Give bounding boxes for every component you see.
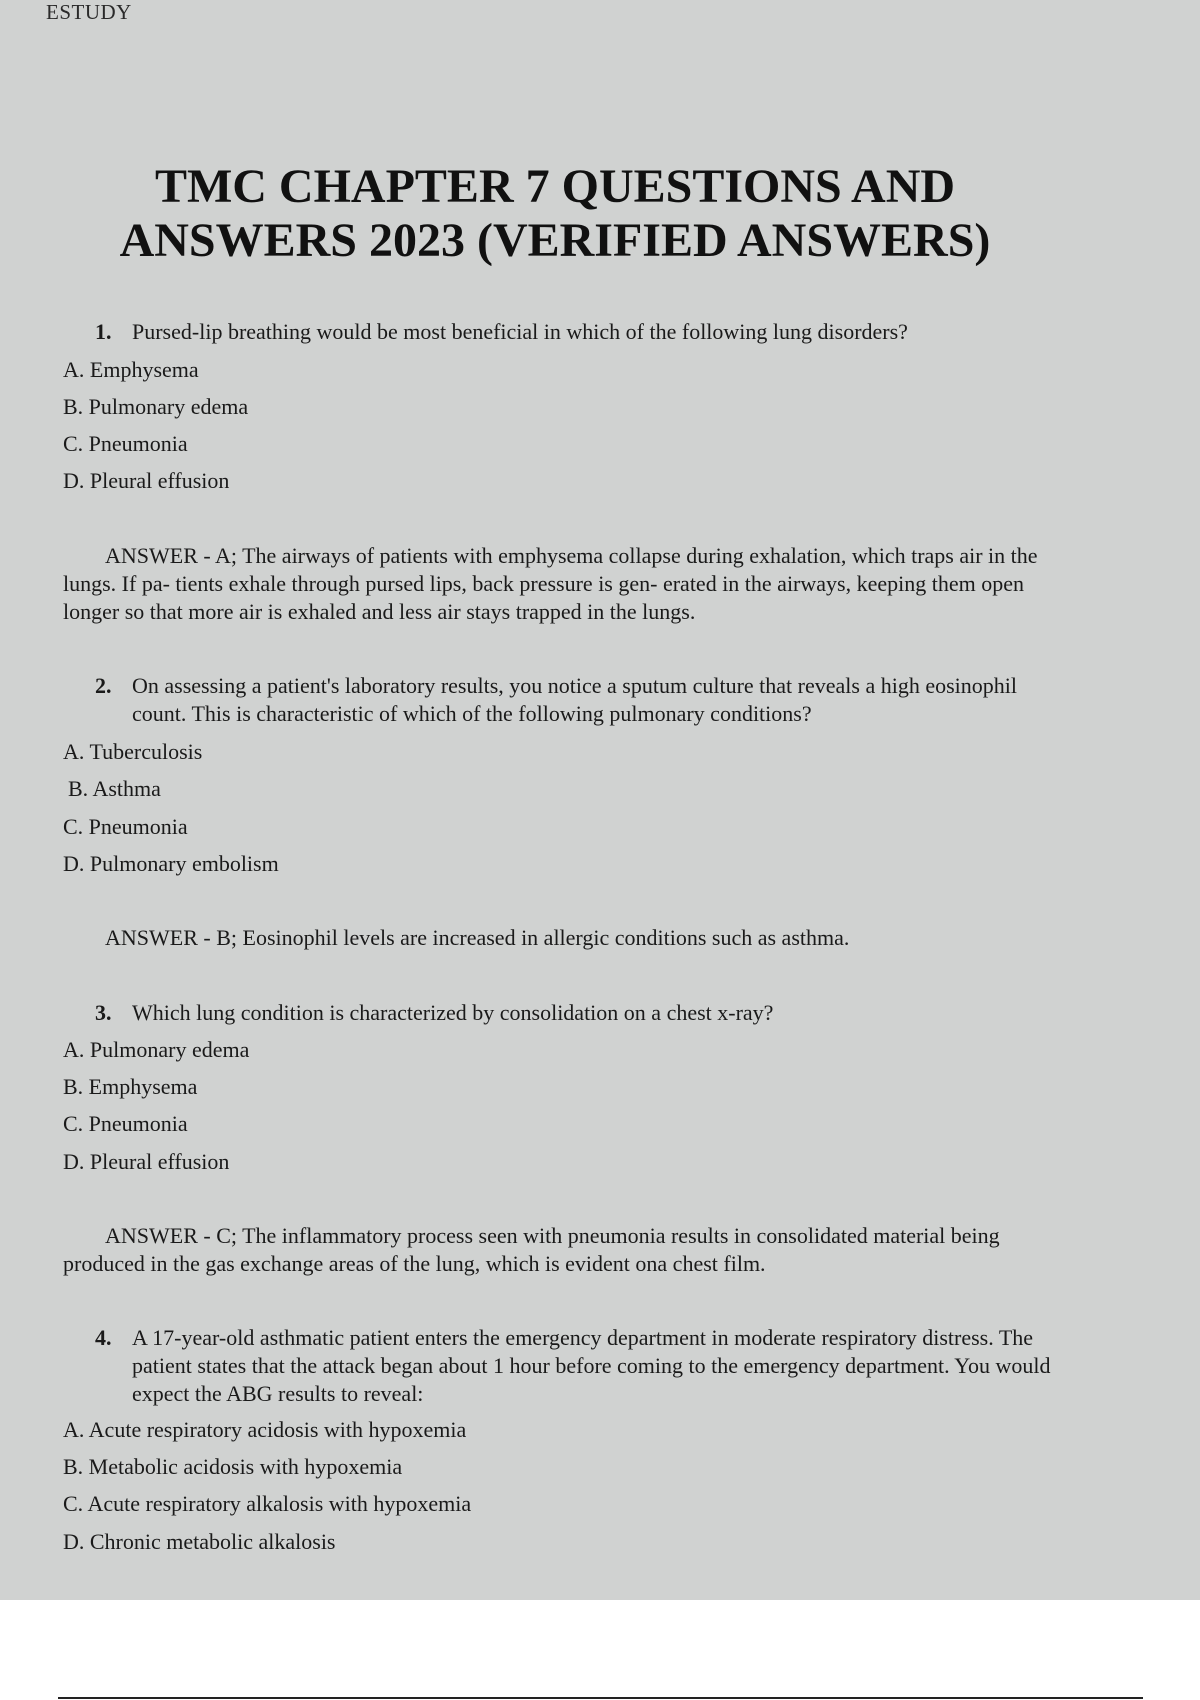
question-1 (95, 318, 1055, 346)
option-2b: B. Asthma (68, 776, 161, 801)
option-1a: A. Emphysema (63, 357, 199, 382)
question-text: Which lung condition is characterized by consolidation on a chest x-ray? (132, 1000, 774, 1025)
header-brand: ESTUDY (46, 0, 132, 24)
option-3b: B. Emphysema (63, 1074, 198, 1099)
option-2d: D. Pulmonary embolism (63, 851, 279, 876)
footer-rule (58, 1697, 1143, 1699)
option-4a: A. Acute respiratory acidosis with hypoxemia (63, 1417, 467, 1442)
option-1b: B. Pulmonary edema (63, 394, 249, 419)
option-3c: C. Pneumonia (63, 1111, 188, 1136)
answer-3: ANSWER - C; The inflammatory process seen with pneumonia results in consolidated material being produced in the gas exchange areas of the lung, which is evident ona chest film. (63, 1223, 1000, 1276)
question-text: A 17-year-old asthmatic patient enters the emergency department in moderate respiratory distress. The patient states that the attack began about 1 hour before coming to the emergency department. You would expect the ABG results to reveal: (132, 1325, 1051, 1406)
question-number: 3. (95, 1000, 112, 1025)
page-title (0, 160, 1110, 268)
answer-2: ANSWER - B; Eosinophil levels are increased in allergic conditions such as asthma. (105, 925, 850, 950)
answer-1: ANSWER - A; The airways of patients with emphysema collapse during exhalation, which traps air in the lungs. If pa- tients exhale through pursed lips, back pressure is gen- erated in the airways, keeping them open longer so that more air is exhaled and less air stays trapped in the lungs. (63, 543, 1038, 624)
question-number: 1. (95, 319, 112, 344)
title-line-2: ANSWERS 2023 (VERIFIED ANSWERS) (119, 214, 991, 267)
option-2a: A. Tuberculosis (63, 739, 203, 764)
question-3 (95, 999, 1055, 1027)
question-4 (95, 1324, 1055, 1408)
question-text: Pursed-lip breathing would be most beneficial in which of the following lung disorders? (132, 319, 908, 344)
option-4b: B. Metabolic acidosis with hypoxemia (63, 1454, 403, 1479)
option-4c: C. Acute respiratory alkalosis with hypoxemia (63, 1491, 472, 1516)
option-2c: C. Pneumonia (63, 814, 188, 839)
option-3a: A. Pulmonary edema (63, 1037, 250, 1062)
title-line-1: TMC CHAPTER 7 QUESTIONS AND (154, 160, 956, 213)
question-number: 4. (95, 1325, 112, 1350)
option-1c: C. Pneumonia (63, 431, 188, 456)
question-2 (95, 672, 1055, 728)
question-text: On assessing a patient's laboratory results, you notice a sputum culture that reveals a high eosinophil count. This is characteristic of which of the following pulmonary conditions? (132, 673, 1017, 726)
option-3d: D. Pleural effusion (63, 1149, 230, 1174)
question-number: 2. (95, 673, 112, 698)
option-4d: D. Chronic metabolic alkalosis (63, 1529, 336, 1554)
option-1d: D. Pleural effusion (63, 468, 230, 493)
